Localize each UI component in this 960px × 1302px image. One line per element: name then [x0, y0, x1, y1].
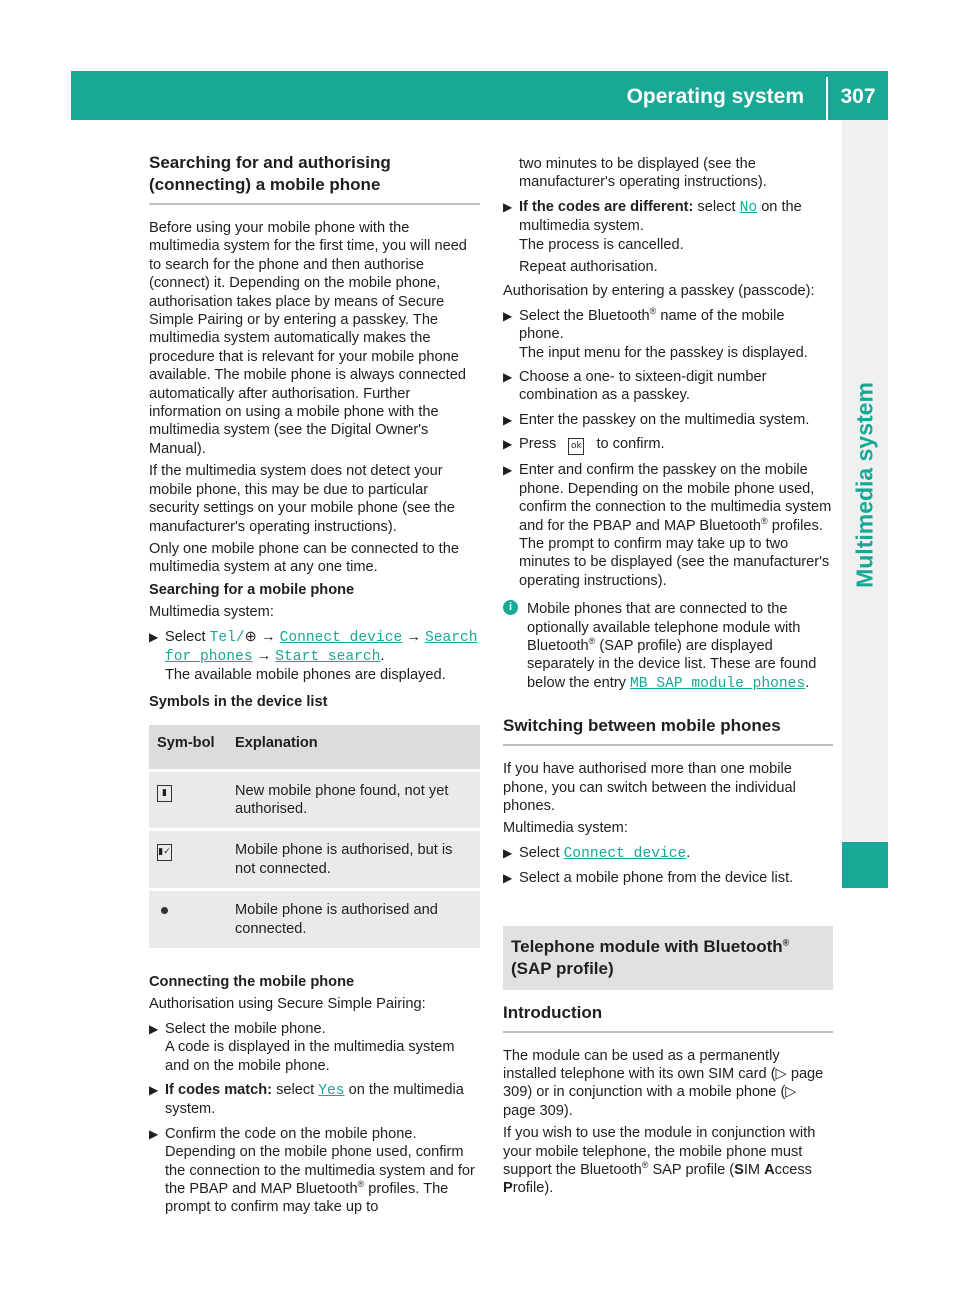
- table-row: Mobile phone is authorised and connected.: [149, 890, 480, 950]
- paragraph: Multimedia system:: [503, 820, 628, 837]
- step: ▶ Enter the passkey on the multimedia system.: [503, 411, 810, 428]
- heading-introduction: Introduction: [503, 1002, 833, 1033]
- heading-search-authorise: Searching for and authorising (connecting) a mobile phone: [149, 152, 480, 205]
- table-row: ▮✓ Mobile phone is authorised, but is not connected.: [149, 830, 480, 890]
- paragraph: Before using your mobile phone with the multimedia system for the first time, you will need to search for the phone and then authorise (connect) it. Depending on the mobile phone, authorisation takes place by means of Secure Simple Pairing or by entering a passkey. The multimedia system automatically makes the procedure that is relevant for your mobile phone available. The mobile phone is always connected automatically after authorisation. Further information on using a mobile phone with the multimedia system (see the Digital Owner's Manual).: [149, 220, 467, 457]
- step-arrow-icon: ▶: [503, 437, 513, 452]
- step-arrow-icon: ▶: [503, 370, 513, 385]
- subheading: Symbols in the device list: [149, 693, 328, 710]
- menu-no: No: [739, 199, 758, 216]
- side-tab-marker: [842, 842, 888, 888]
- step: ▶ If the codes are different: select No on the multimedia system. The process is cancelled. Repeat authorisation.: [503, 198, 802, 276]
- mobile-phone-icon: ▮: [157, 785, 172, 802]
- section-title: Operating system: [626, 85, 804, 108]
- step-arrow-icon: ▶: [149, 1083, 159, 1098]
- globe-icon: ⊕: [244, 628, 257, 645]
- header-bar: [71, 71, 888, 120]
- step-arrow-icon: ▶: [149, 1021, 159, 1036]
- heading-switching: Switching between mobile phones: [503, 715, 833, 746]
- menu-yes: Yes: [318, 1083, 345, 1100]
- step-result: The available mobile phones are displayed.: [165, 667, 446, 684]
- arrow-icon: →: [406, 628, 421, 645]
- step: ▶ Confirm the code on the mobile phone. Depending on the mobile phone used, confirm the connection to the multimedia system and for the PBAP and MAP Bluetooth® profiles. The prompt to confirm may take up to: [149, 1125, 475, 1216]
- step: ▶ Enter and confirm the passkey on the mobile phone. Depending on the mobile phone used, confirm the connection to the multimedia system and for the PBAP and MAP Bluetooth® profiles. The prompt to confirm may take up to two minutes to be displayed (see the manufacturer's operating instructions).: [503, 462, 832, 589]
- step: ▶ Select the Bluetooth® name of the mobile phone. The input menu for the passkey is displayed.: [503, 305, 808, 361]
- step: ▶ Press ok to confirm.: [503, 435, 833, 455]
- ok-button-icon: ok: [568, 438, 584, 455]
- menu-start-search: Start search: [275, 648, 381, 665]
- step-arrow-icon: ▶: [503, 871, 513, 886]
- step-arrow-icon: ▶: [503, 412, 513, 427]
- paragraph: If you wish to use the module in conjunction with your mobile telephone, the mobile phone must support the Bluetooth® SAP profile (SIM Access Profile).: [503, 1125, 816, 1197]
- subheading: Connecting the mobile phone: [149, 974, 355, 990]
- info-note: i Mobile phones that are connected to the optionally available telephone module with Bluetooth® (SAP profile) are displayed separately in the device list. These are found below the entry MB SAP module phones.: [503, 600, 833, 693]
- step-arrow-icon: ▶: [149, 1126, 159, 1141]
- arrow-icon: →: [256, 647, 272, 664]
- step: ▶ Select Connect device.: [503, 844, 691, 862]
- menu-mb-sap-module-phones: MB SAP module phones: [630, 675, 806, 692]
- page-number: 307: [840, 85, 876, 108]
- right-column: [503, 155, 833, 1202]
- menu-search-for-phones: Search for phones: [165, 629, 478, 665]
- paragraph: If you have authorised more than one mobile phone, you can switch between the individual phones.: [503, 761, 796, 814]
- paragraph: Authorisation using Secure Simple Pairing:: [149, 996, 426, 1013]
- step: ▶ Choose a one- to sixteen-digit number combination as a passkey.: [503, 369, 767, 404]
- step: ▶ Select the mobile phone. A code is displayed in the multimedia system and on the mobile phone.: [149, 1020, 455, 1074]
- paragraph: Multimedia system:: [149, 604, 274, 621]
- table-header: Sym-bol: [149, 725, 235, 770]
- table-row: ▮ New mobile phone found, not yet authorised.: [149, 770, 480, 830]
- table-header: Explanation: [235, 725, 480, 770]
- side-label: Multimedia system: [851, 382, 878, 588]
- menu-tel: Tel/: [209, 629, 245, 646]
- step: ▶ Select a mobile phone from the device list.: [503, 870, 794, 887]
- symbols-table: [149, 725, 480, 951]
- subheading: Searching for a mobile phone: [149, 581, 355, 598]
- paragraph: Authorisation by entering a passkey (passcode):: [503, 283, 815, 300]
- menu-connect-device: Connect device: [279, 629, 403, 646]
- step-continued: two minutes to be displayed (see the manufacturer's operating instructions).: [519, 156, 767, 191]
- paragraph: The module can be used as a permanently installed telephone with its own SIM card (▷ page 309) or in conjunction with a mobile phone (▷ page 309).: [503, 1047, 824, 1119]
- menu-connect-device: Connect device: [563, 845, 687, 862]
- connected-dot-icon: [161, 907, 168, 914]
- mobile-phone-authorised-icon: ▮✓: [157, 844, 172, 861]
- step-arrow-icon: ▶: [503, 308, 513, 323]
- info-icon: i: [503, 600, 518, 615]
- step: ▶ If codes match: select Yes on the multimedia system.: [149, 1082, 464, 1118]
- step-arrow-icon: ▶: [503, 199, 513, 214]
- arrow-icon: →: [260, 628, 276, 645]
- paragraph: If the multimedia system does not detect your mobile phone, this may be due to particular security settings on your mobile phone (see the manufacturer's operating instructions).: [149, 463, 455, 535]
- paragraph: Only one mobile phone can be connected to the multimedia system at any one time.: [149, 540, 459, 576]
- step-arrow-icon: ▶: [503, 463, 513, 478]
- left-column: [149, 152, 480, 1221]
- step-arrow-icon: ▶: [149, 629, 159, 644]
- step-arrow-icon: ▶: [503, 845, 513, 860]
- section-heading-telephone-module: Telephone module with Bluetooth® (SAP profile): [503, 926, 833, 990]
- step: ▶ Select Tel/⊕ → Connect device → Search for phones → Start search. The available mobile phones are displayed.: [149, 628, 480, 685]
